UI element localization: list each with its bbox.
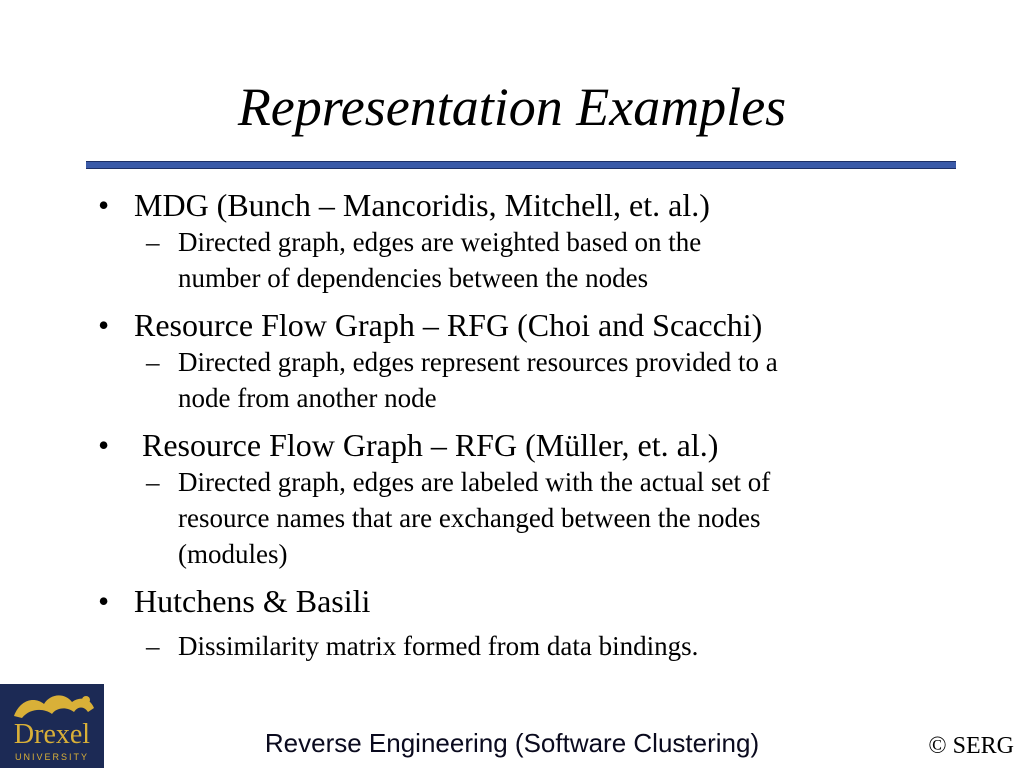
sub-line: (modules) <box>178 539 288 569</box>
bullet-item <box>98 582 978 620</box>
sub-line: Directed graph, edges are labeled with the actual set of <box>178 467 771 497</box>
bullet-marker: • <box>98 583 110 619</box>
sub-item <box>146 628 978 664</box>
bullet-list <box>98 186 978 664</box>
sub-text <box>178 224 701 296</box>
bullet-marker: • <box>98 427 110 463</box>
bullet-text: Resource Flow Graph – RFG (Müller, et. al.) <box>134 427 719 463</box>
copyright: © SERG <box>928 733 1014 759</box>
sub-line: number of dependencies between the nodes <box>178 263 649 293</box>
sub-text <box>178 344 778 416</box>
bullet-item <box>98 186 978 224</box>
slide-title: Representation Examples <box>237 77 787 137</box>
sub-line: Directed graph, edges represent resources provided to a <box>178 347 778 377</box>
footer-title: Reverse Engineering (Software Clustering) <box>264 728 760 758</box>
title-rule <box>86 161 956 169</box>
bullet-item <box>98 426 978 464</box>
dash-marker: – <box>146 227 160 257</box>
sub-item <box>146 344 978 416</box>
bullet-marker: • <box>98 187 110 223</box>
sub-item <box>146 464 978 572</box>
sub-line: node from another node <box>178 383 437 413</box>
dash-marker: – <box>146 467 160 497</box>
sub-line: Dissimilarity matrix formed from data bindings. <box>178 631 699 661</box>
bullet-text: Resource Flow Graph – RFG (Choi and Scacchi) <box>134 307 763 343</box>
sub-line: Directed graph, edges are weighted based on the <box>178 227 702 257</box>
bullet-text: Hutchens & Basili <box>134 583 371 619</box>
sub-text <box>178 464 770 572</box>
logo-wordmark: Drexel <box>13 719 91 750</box>
sub-item <box>146 224 978 296</box>
sub-line: resource names that are exchanged between the nodes <box>178 503 761 533</box>
logo-university: UNIVERSITY <box>14 752 89 762</box>
dash-marker: – <box>146 347 160 377</box>
bullet-item <box>98 306 978 344</box>
dash-marker: – <box>146 631 160 661</box>
bullet-marker: • <box>98 307 110 343</box>
bullet-text: MDG (Bunch – Mancoridis, Mitchell, et. al.) <box>134 187 710 223</box>
